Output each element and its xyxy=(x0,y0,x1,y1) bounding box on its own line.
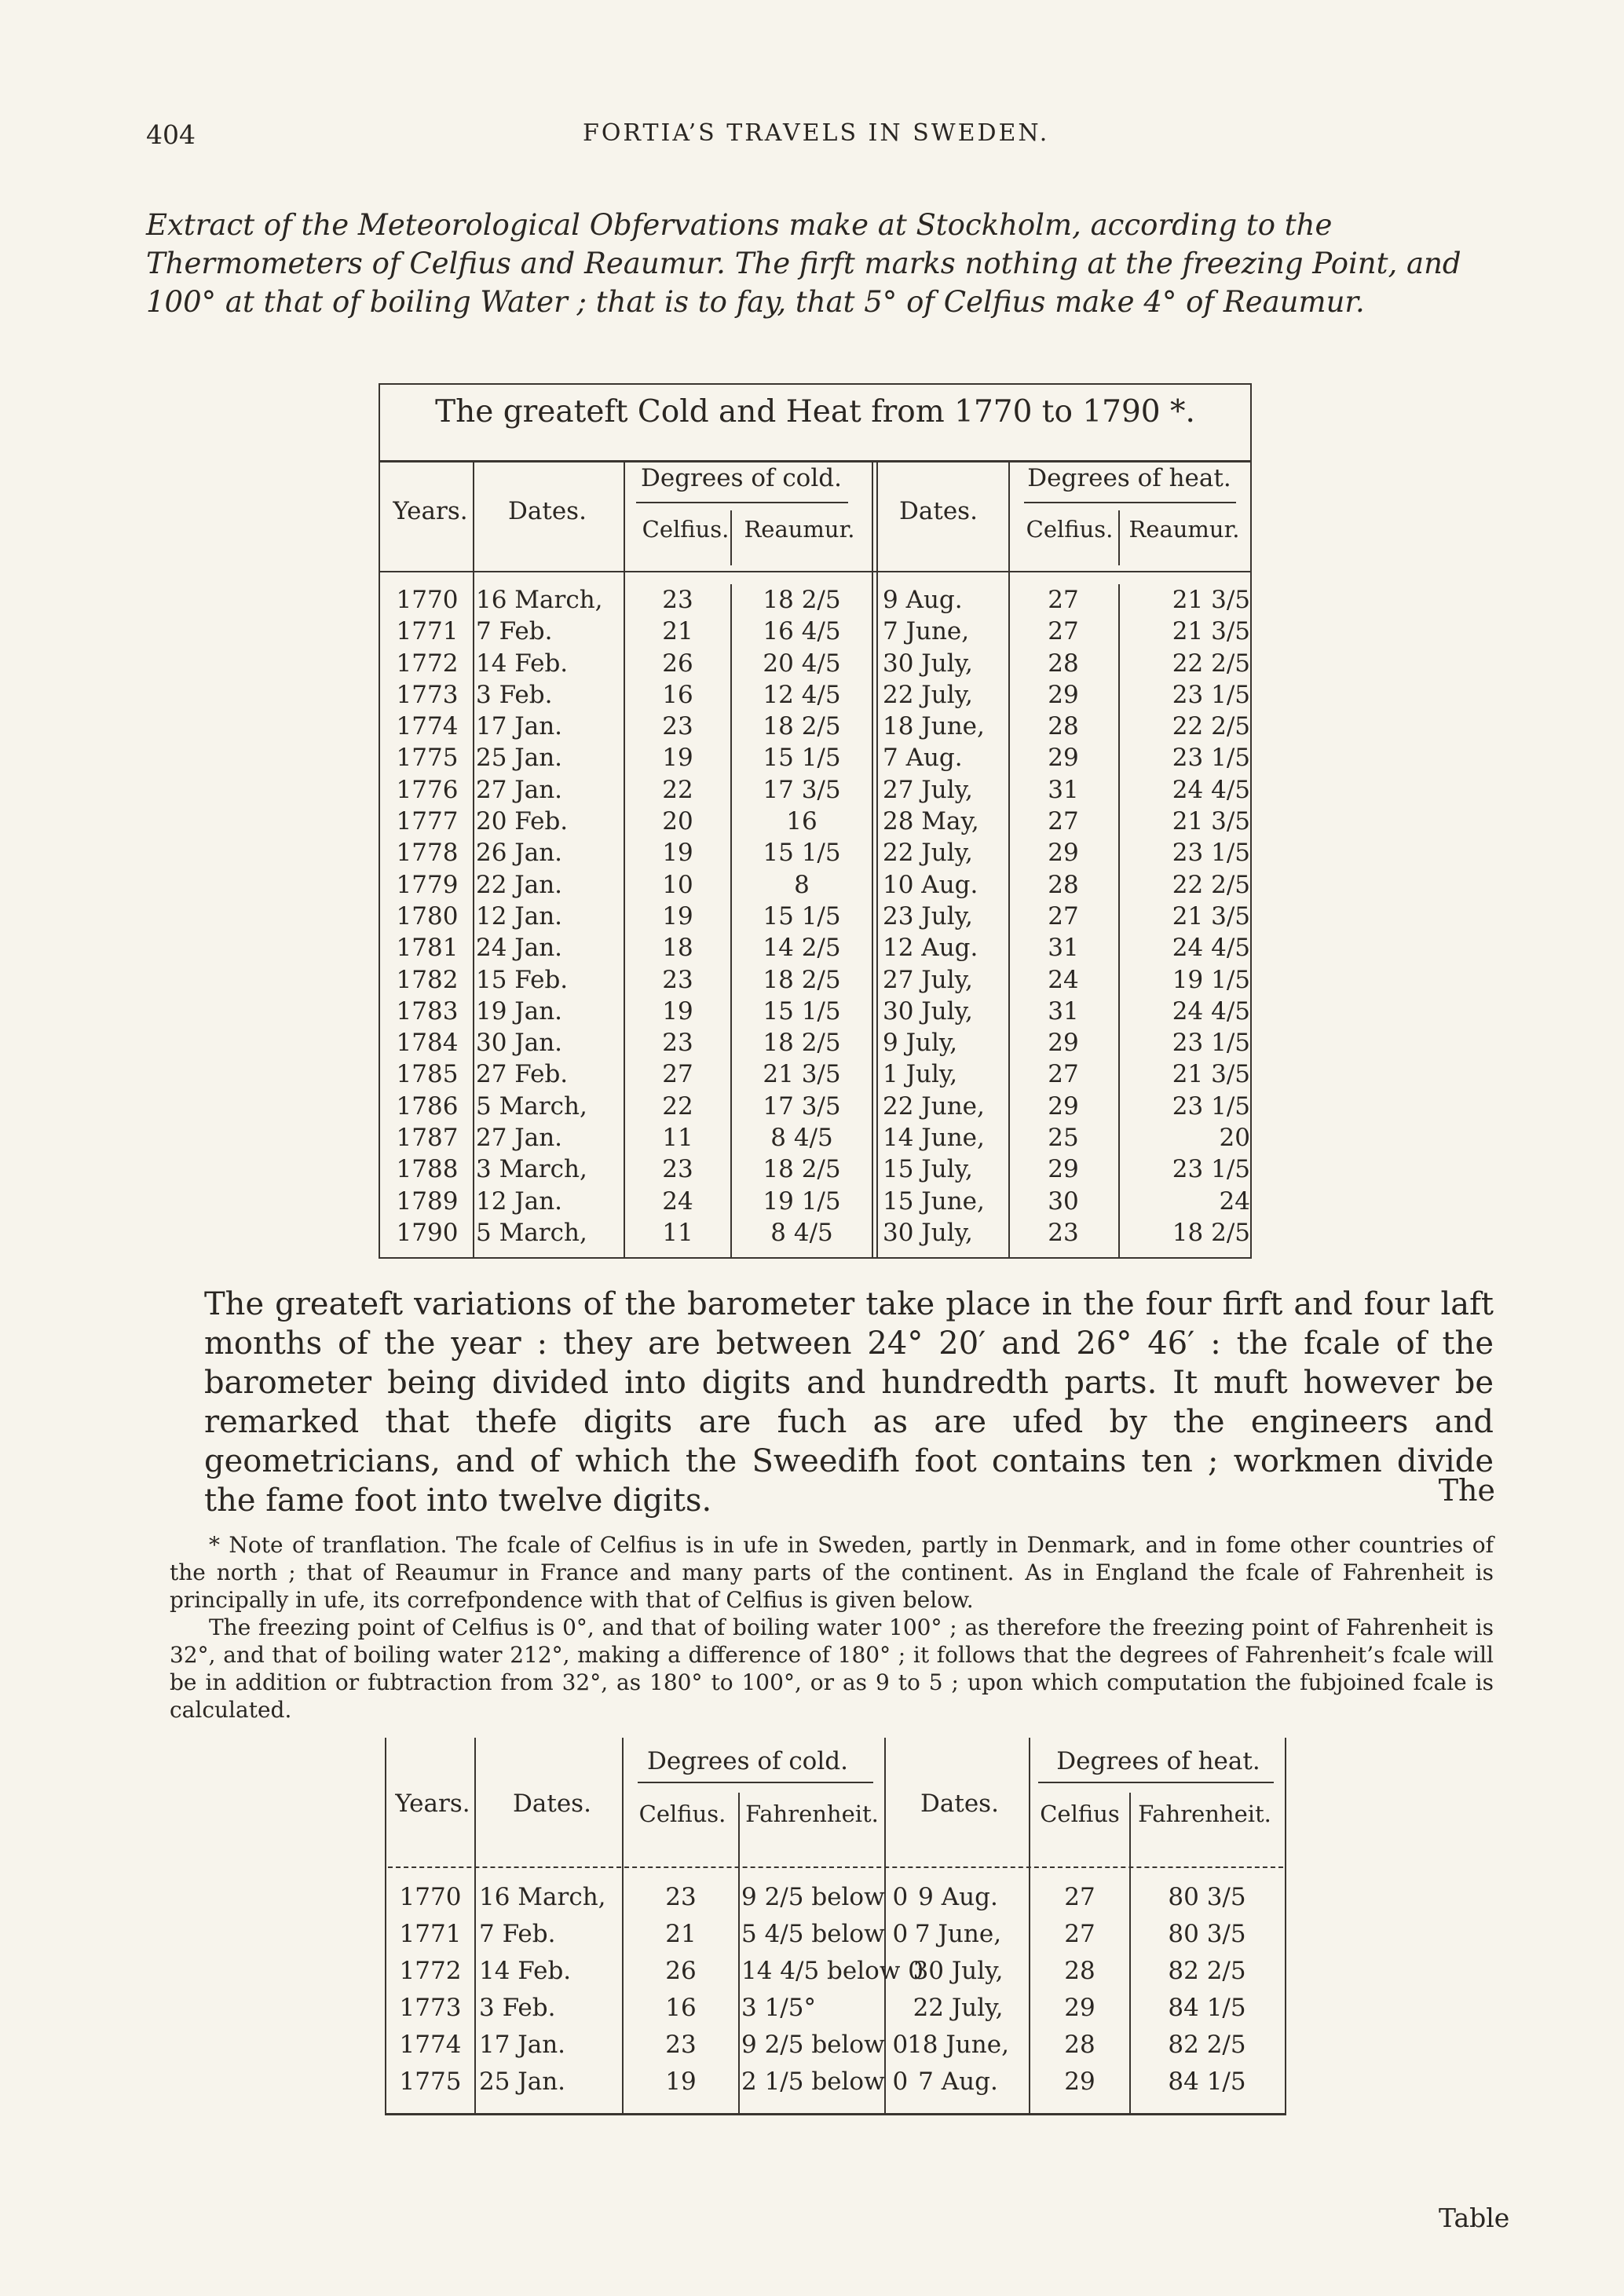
cell-heat-reaumur: 21 3/5 xyxy=(1172,1060,1250,1089)
cell-cold-celsius: 10 xyxy=(662,870,693,899)
cell-heat-celsius: 28 xyxy=(1064,2031,1095,2059)
cell-heat-reaumur: 21 3/5 xyxy=(1172,807,1250,836)
cell-cold-reaumur: 18 2/5 xyxy=(763,965,841,994)
cell-heat-celsius: 31 xyxy=(1048,775,1079,804)
sub-reaumur-cold: Reaumur. xyxy=(744,516,855,543)
cell-year: 1788 xyxy=(396,1155,459,1184)
cell-heat-reaumur: 21 3/5 xyxy=(1172,617,1250,646)
cell-cold-date: 17 Jan. xyxy=(476,712,563,741)
table-row xyxy=(380,584,1250,616)
cell-cold-reaumur: 20 4/5 xyxy=(763,649,841,678)
footnote-paragraph-1: * Note of tranflation. The fcale of Celfius is in ufe in Sweden, partly in Denmark, and in fome other countries of the north ; that of Reaumur in France and many parts of the continent. As in England the fcale of Fahrenheit is principally in ufe, its correfpondence with that of Celfius is given below. xyxy=(170,1532,1494,1613)
cell-heat-fahrenheit: 80 3/5 xyxy=(1168,1920,1246,1948)
col-dates-heat: Dates. xyxy=(920,1790,999,1818)
cell-heat-date: 28 May, xyxy=(883,807,979,836)
cell-cold-date: 7 Feb. xyxy=(476,617,553,646)
table-row xyxy=(380,1058,1250,1090)
col-years: Years. xyxy=(393,497,468,525)
cell-cold-date: 17 Jan. xyxy=(479,2031,566,2059)
cell-heat-date: 30 July, xyxy=(883,996,973,1026)
cell-year: 1781 xyxy=(396,934,459,963)
sub-celsius-heat: Celfius xyxy=(1040,1801,1120,1827)
cell-heat-date: 7 June, xyxy=(914,1920,1002,1948)
sub-celsius-cold: Celfius. xyxy=(638,1801,726,1827)
cell-cold-fahrenheit: 2 1/5 below 0 xyxy=(741,2067,909,2096)
cell-cold-date: 25 Jan. xyxy=(476,744,563,773)
cell-year: 1784 xyxy=(396,1029,459,1058)
cell-cold-celsius: 11 xyxy=(662,1218,693,1247)
fahrenheit-table xyxy=(385,1738,1286,2115)
cell-heat-date: 9 July, xyxy=(883,1029,958,1058)
cell-heat-celsius: 29 xyxy=(1064,2067,1095,2096)
cell-cold-date: 3 Feb. xyxy=(476,680,553,709)
cell-year: 1771 xyxy=(396,617,459,646)
group-cold: Degrees of cold. xyxy=(641,464,842,492)
cell-heat-date: 30 July, xyxy=(883,649,973,678)
col-years: Years. xyxy=(395,1790,470,1818)
cell-cold-reaumur: 18 2/5 xyxy=(763,586,841,614)
cell-cold-celsius: 21 xyxy=(665,1920,697,1948)
cell-cold-celsius: 23 xyxy=(662,1155,693,1184)
cell-heat-date: 18 June, xyxy=(907,2031,1009,2059)
cell-heat-celsius: 29 xyxy=(1048,680,1079,709)
sub-fahrenheit-cold: Fahrenheit. xyxy=(745,1801,879,1827)
cell-heat-reaumur: 22 2/5 xyxy=(1172,870,1250,899)
cell-heat-reaumur: 19 1/5 xyxy=(1172,965,1250,994)
table-row xyxy=(386,1879,1285,1916)
table-title: The greateft Cold and Heat from 1770 to 1790 *. xyxy=(435,394,1195,430)
cell-cold-celsius: 23 xyxy=(662,1029,693,1058)
cell-cold-celsius: 27 xyxy=(662,1060,693,1089)
table-row xyxy=(380,932,1250,963)
cell-heat-celsius: 28 xyxy=(1048,649,1079,678)
cell-cold-celsius: 26 xyxy=(665,1957,697,1985)
table-row xyxy=(380,742,1250,773)
col-dates: Dates. xyxy=(508,497,587,525)
cell-cold-reaumur: 21 3/5 xyxy=(763,1060,841,1089)
running-title: FORTIA’S TRAVELS IN SWEDEN. xyxy=(583,119,1050,147)
catchword-table: Table xyxy=(1439,2203,1510,2233)
cell-year: 1774 xyxy=(399,2031,462,2059)
cell-heat-reaumur: 21 3/5 xyxy=(1172,901,1250,930)
cell-cold-celsius: 23 xyxy=(662,712,693,741)
cell-cold-date: 3 March, xyxy=(476,1155,587,1184)
cell-cold-reaumur: 15 1/5 xyxy=(763,744,841,773)
cell-cold-celsius: 20 xyxy=(662,807,693,836)
cell-year: 1773 xyxy=(399,1994,462,2022)
cell-cold-reaumur: 15 1/5 xyxy=(763,839,841,868)
table-row xyxy=(380,679,1250,711)
cell-cold-celsius: 16 xyxy=(665,1994,697,2022)
cell-heat-celsius: 28 xyxy=(1048,870,1079,899)
footnote xyxy=(170,1531,1494,1724)
cell-heat-celsius: 27 xyxy=(1048,586,1079,614)
cell-heat-celsius: 27 xyxy=(1048,901,1079,930)
table-row xyxy=(380,837,1250,868)
cell-cold-reaumur: 8 4/5 xyxy=(770,1124,833,1153)
cell-cold-date: 20 Feb. xyxy=(476,807,569,836)
cell-heat-celsius: 27 xyxy=(1048,1060,1079,1089)
table-row xyxy=(380,964,1250,996)
cell-cold-celsius: 23 xyxy=(665,2031,697,2059)
cell-cold-date: 15 Feb. xyxy=(476,965,569,994)
sub-reaumur-heat: Reaumur. xyxy=(1128,516,1240,543)
cell-heat-celsius: 29 xyxy=(1048,1029,1079,1058)
table-row xyxy=(386,1916,1285,1953)
cell-heat-date: 14 June, xyxy=(883,1124,985,1153)
cell-cold-date: 16 March, xyxy=(479,1883,606,1911)
cell-year: 1777 xyxy=(396,807,459,836)
cell-heat-celsius: 31 xyxy=(1048,934,1079,963)
cell-heat-celsius: 27 xyxy=(1064,1883,1095,1911)
cell-heat-celsius: 29 xyxy=(1048,1155,1079,1184)
header-rule xyxy=(388,1866,1283,1868)
cell-heat-reaumur: 24 4/5 xyxy=(1172,934,1250,963)
cell-heat-date: 30 July, xyxy=(883,1218,973,1247)
rule xyxy=(1024,502,1236,503)
table-row xyxy=(380,996,1250,1027)
cell-cold-celsius: 16 xyxy=(662,680,693,709)
cell-cold-reaumur: 8 4/5 xyxy=(770,1218,833,1247)
cell-cold-date: 12 Jan. xyxy=(476,901,563,930)
cell-year: 1773 xyxy=(396,680,459,709)
cell-heat-date: 7 Aug. xyxy=(918,2067,998,2096)
cell-cold-celsius: 19 xyxy=(662,996,693,1026)
cell-cold-reaumur: 16 xyxy=(786,807,817,836)
cell-cold-reaumur: 18 2/5 xyxy=(763,1029,841,1058)
cell-heat-celsius: 23 xyxy=(1048,1218,1079,1247)
cell-cold-reaumur: 12 4/5 xyxy=(763,680,841,709)
cell-heat-celsius: 28 xyxy=(1064,1957,1095,1985)
cell-year: 1782 xyxy=(396,965,459,994)
cell-cold-reaumur: 18 2/5 xyxy=(763,712,841,741)
cell-cold-date: 26 Jan. xyxy=(476,839,563,868)
cell-cold-reaumur: 14 2/5 xyxy=(763,934,841,963)
table-row xyxy=(386,1990,1285,2027)
body-paragraph: The greateft variations of the barometer take place in the four firft and four laft months of the year : they are between 24° 20′ and 26° 46′ : the fcale of the barometer being divided into digits and hundredth parts. It muft however be remarked that thefe digits are fuch as are ufed by the engineers and geometricians, and of which the Sweedifh foot contains ten ; workmen divide the fame foot into twelve digits. xyxy=(204,1286,1494,1519)
cell-year: 1774 xyxy=(396,712,459,741)
cell-cold-date: 16 March, xyxy=(476,586,603,614)
cell-year: 1786 xyxy=(396,1091,459,1121)
cell-heat-reaumur: 23 1/5 xyxy=(1172,680,1250,709)
cell-heat-date: 9 Aug. xyxy=(883,586,963,614)
cell-cold-celsius: 23 xyxy=(665,1883,697,1911)
cell-cold-reaumur: 19 1/5 xyxy=(763,1186,841,1216)
cell-cold-fahrenheit: 3 1/5° xyxy=(741,1994,816,2022)
cell-heat-celsius: 27 xyxy=(1048,617,1079,646)
col-dates: Dates. xyxy=(513,1790,591,1818)
table-row xyxy=(386,2027,1285,2064)
cell-cold-reaumur: 16 4/5 xyxy=(763,617,841,646)
cell-cold-celsius: 26 xyxy=(662,649,693,678)
table-row xyxy=(380,1091,1250,1122)
cell-heat-date: 7 June, xyxy=(883,617,970,646)
cell-cold-date: 30 Jan. xyxy=(476,1029,563,1058)
group-cold: Degrees of cold. xyxy=(647,1747,848,1775)
table-row xyxy=(386,1953,1285,1990)
cell-cold-date: 27 Feb. xyxy=(476,1060,569,1089)
cell-heat-date: 22 July, xyxy=(913,1994,1004,2022)
cell-heat-date: 7 Aug. xyxy=(883,744,963,773)
cell-heat-celsius: 27 xyxy=(1048,807,1079,836)
footnote-paragraph-2: The freezing point of Celfius is 0°, and that of boiling water 100° ; as therefore the freezing point of Fahrenheit is 32°, and that of boiling water 212°, making a difference of 180° ; it follows that the degrees of Fahrenheit’s fcale will be in addition or fubtraction from 32°, as 180° to 100°, or as 9 to 5 ; upon which computation the fubjoined fcale is calculated. xyxy=(170,1614,1494,1723)
cell-heat-reaumur: 24 xyxy=(1219,1186,1250,1216)
cell-cold-date: 22 Jan. xyxy=(476,870,563,899)
cell-cold-celsius: 22 xyxy=(662,1091,693,1121)
table-row xyxy=(380,1153,1250,1185)
cell-year: 1776 xyxy=(396,775,459,804)
cell-cold-date: 27 Jan. xyxy=(476,775,563,804)
table-body xyxy=(380,584,1250,1249)
cell-heat-reaumur: 21 3/5 xyxy=(1172,586,1250,614)
cell-year: 1775 xyxy=(399,2067,462,2096)
cell-heat-celsius: 29 xyxy=(1048,744,1079,773)
cell-heat-date: 10 Aug. xyxy=(883,870,978,899)
cell-cold-reaumur: 15 1/5 xyxy=(763,901,841,930)
cell-heat-reaumur: 18 2/5 xyxy=(1172,1218,1250,1247)
cell-heat-fahrenheit: 82 2/5 xyxy=(1168,1957,1246,1985)
cell-cold-celsius: 18 xyxy=(662,934,693,963)
cell-heat-celsius: 29 xyxy=(1064,1994,1095,2022)
cell-heat-celsius: 29 xyxy=(1048,839,1079,868)
cell-year: 1780 xyxy=(396,901,459,930)
cell-year: 1772 xyxy=(399,1957,462,1985)
cell-heat-date: 15 June, xyxy=(883,1186,985,1216)
sub-fahrenheit-heat: Fahrenheit. xyxy=(1138,1801,1271,1827)
cell-heat-reaumur: 22 2/5 xyxy=(1172,712,1250,741)
cell-heat-fahrenheit: 84 1/5 xyxy=(1168,1994,1246,2022)
temperature-table xyxy=(379,383,1252,1259)
cell-year: 1770 xyxy=(399,1883,462,1911)
table-row xyxy=(380,1027,1250,1058)
cell-cold-celsius: 19 xyxy=(665,2067,697,2096)
cell-heat-celsius: 31 xyxy=(1048,996,1079,1026)
cell-cold-celsius: 19 xyxy=(662,839,693,868)
cell-cold-reaumur: 17 3/5 xyxy=(763,775,841,804)
cell-heat-reaumur: 23 1/5 xyxy=(1172,744,1250,773)
cell-heat-celsius: 29 xyxy=(1048,1091,1079,1121)
cell-heat-reaumur: 23 1/5 xyxy=(1172,1155,1250,1184)
running-header xyxy=(146,119,1261,159)
cell-heat-date: 1 July, xyxy=(883,1060,958,1089)
cell-heat-celsius: 30 xyxy=(1048,1186,1079,1216)
cell-cold-celsius: 19 xyxy=(662,901,693,930)
cell-year: 1789 xyxy=(396,1186,459,1216)
group-heat: Degrees of heat. xyxy=(1027,464,1231,492)
table-row xyxy=(380,648,1250,679)
cell-heat-date: 30 July, xyxy=(913,1957,1004,1985)
table-caption: Extract of the Meteorological Obfervations make at Stockholm, according to the Thermometers of Celfius and Reaumur. The firft marks nothing at the freezing Point, and 100° at that of boiling Water ; that is to fay, that 5° of Celfius make 4° of Reaumur. xyxy=(146,208,1461,319)
cell-cold-reaumur: 17 3/5 xyxy=(763,1091,841,1121)
cell-cold-celsius: 23 xyxy=(662,965,693,994)
cell-heat-reaumur: 20 xyxy=(1219,1124,1250,1153)
rule xyxy=(638,1782,873,1783)
cell-year: 1783 xyxy=(396,996,459,1026)
cell-heat-fahrenheit: 82 2/5 xyxy=(1168,2031,1246,2059)
cell-heat-reaumur: 23 1/5 xyxy=(1172,839,1250,868)
table-row xyxy=(380,1186,1250,1217)
table-body xyxy=(386,1879,1285,2100)
table-row xyxy=(380,806,1250,837)
cell-heat-celsius: 27 xyxy=(1064,1920,1095,1948)
sub-celsius-cold: Celfius. xyxy=(642,516,730,543)
cell-heat-date: 22 July, xyxy=(883,680,973,709)
table-row xyxy=(386,2064,1285,2100)
cell-heat-date: 18 June, xyxy=(883,712,985,741)
cell-cold-celsius: 11 xyxy=(662,1124,693,1153)
col-dates-heat: Dates. xyxy=(899,497,978,525)
cell-cold-reaumur: 18 2/5 xyxy=(763,1155,841,1184)
cell-year: 1785 xyxy=(396,1060,459,1089)
table-row xyxy=(380,1217,1250,1249)
cell-heat-celsius: 28 xyxy=(1048,712,1079,741)
cell-heat-date: 23 July, xyxy=(883,901,973,930)
cell-heat-reaumur: 24 4/5 xyxy=(1172,996,1250,1026)
column-rule xyxy=(1118,510,1120,565)
cell-heat-reaumur: 23 1/5 xyxy=(1172,1091,1250,1121)
cell-cold-celsius: 21 xyxy=(662,617,693,646)
table-row xyxy=(380,1122,1250,1153)
cell-heat-date: 22 July, xyxy=(883,839,973,868)
cell-year: 1787 xyxy=(396,1124,459,1153)
cell-cold-date: 24 Jan. xyxy=(476,934,563,963)
table-row xyxy=(380,774,1250,806)
cell-year: 1770 xyxy=(396,586,459,614)
cell-year: 1779 xyxy=(396,870,459,899)
cell-heat-date: 9 Aug. xyxy=(918,1883,998,1911)
cell-cold-celsius: 24 xyxy=(662,1186,693,1216)
cell-cold-fahrenheit: 9 2/5 below 0 xyxy=(741,2031,909,2059)
group-heat: Degrees of heat. xyxy=(1056,1747,1260,1775)
cell-cold-reaumur: 8 xyxy=(794,870,810,899)
cell-cold-celsius: 19 xyxy=(662,744,693,773)
cell-heat-reaumur: 23 1/5 xyxy=(1172,1029,1250,1058)
cell-cold-fahrenheit: 9 2/5 below 0 xyxy=(741,1883,909,1911)
cell-heat-date: 27 July, xyxy=(883,965,973,994)
catchword-the: The xyxy=(1438,1473,1495,1508)
cell-heat-date: 27 July, xyxy=(883,775,973,804)
cell-cold-fahrenheit: 14 4/5 below 0 xyxy=(741,1957,924,1985)
cell-heat-reaumur: 24 4/5 xyxy=(1172,775,1250,804)
cell-cold-date: 7 Feb. xyxy=(479,1920,556,1948)
table-row xyxy=(380,711,1250,742)
table-row xyxy=(380,869,1250,901)
cell-year: 1790 xyxy=(396,1218,459,1247)
page-number: 404 xyxy=(146,119,196,150)
cell-heat-date: 15 July, xyxy=(883,1155,973,1184)
cell-cold-date: 14 Feb. xyxy=(476,649,569,678)
cell-year: 1771 xyxy=(399,1920,462,1948)
cell-cold-date: 12 Jan. xyxy=(476,1186,563,1216)
sub-celsius-heat: Celfius. xyxy=(1026,516,1114,543)
cell-heat-date: 12 Aug. xyxy=(883,934,978,963)
cell-cold-date: 14 Feb. xyxy=(479,1957,572,1985)
table-row xyxy=(380,901,1250,932)
cell-cold-date: 27 Jan. xyxy=(476,1124,563,1153)
cell-heat-celsius: 24 xyxy=(1048,965,1079,994)
cell-cold-celsius: 23 xyxy=(662,586,693,614)
cell-cold-fahrenheit: 5 4/5 below 0 xyxy=(741,1920,909,1948)
cell-heat-reaumur: 22 2/5 xyxy=(1172,649,1250,678)
cell-year: 1778 xyxy=(396,839,459,868)
cell-year: 1775 xyxy=(396,744,459,773)
rule xyxy=(1038,1782,1274,1783)
cell-cold-date: 5 March, xyxy=(476,1218,587,1247)
cell-cold-date: 19 Jan. xyxy=(476,996,563,1026)
cell-heat-date: 22 June, xyxy=(883,1091,985,1121)
cell-heat-celsius: 25 xyxy=(1048,1124,1079,1153)
cell-heat-fahrenheit: 84 1/5 xyxy=(1168,2067,1246,2096)
cell-cold-date: 25 Jan. xyxy=(479,2067,566,2096)
cell-cold-date: 3 Feb. xyxy=(479,1994,556,2022)
cell-heat-fahrenheit: 80 3/5 xyxy=(1168,1883,1246,1911)
rule xyxy=(636,502,848,503)
cell-year: 1772 xyxy=(396,649,459,678)
cell-cold-celsius: 22 xyxy=(662,775,693,804)
table-row xyxy=(380,616,1250,647)
column-rule xyxy=(730,510,732,565)
cell-cold-reaumur: 15 1/5 xyxy=(763,996,841,1026)
cell-cold-date: 5 March, xyxy=(476,1091,587,1121)
